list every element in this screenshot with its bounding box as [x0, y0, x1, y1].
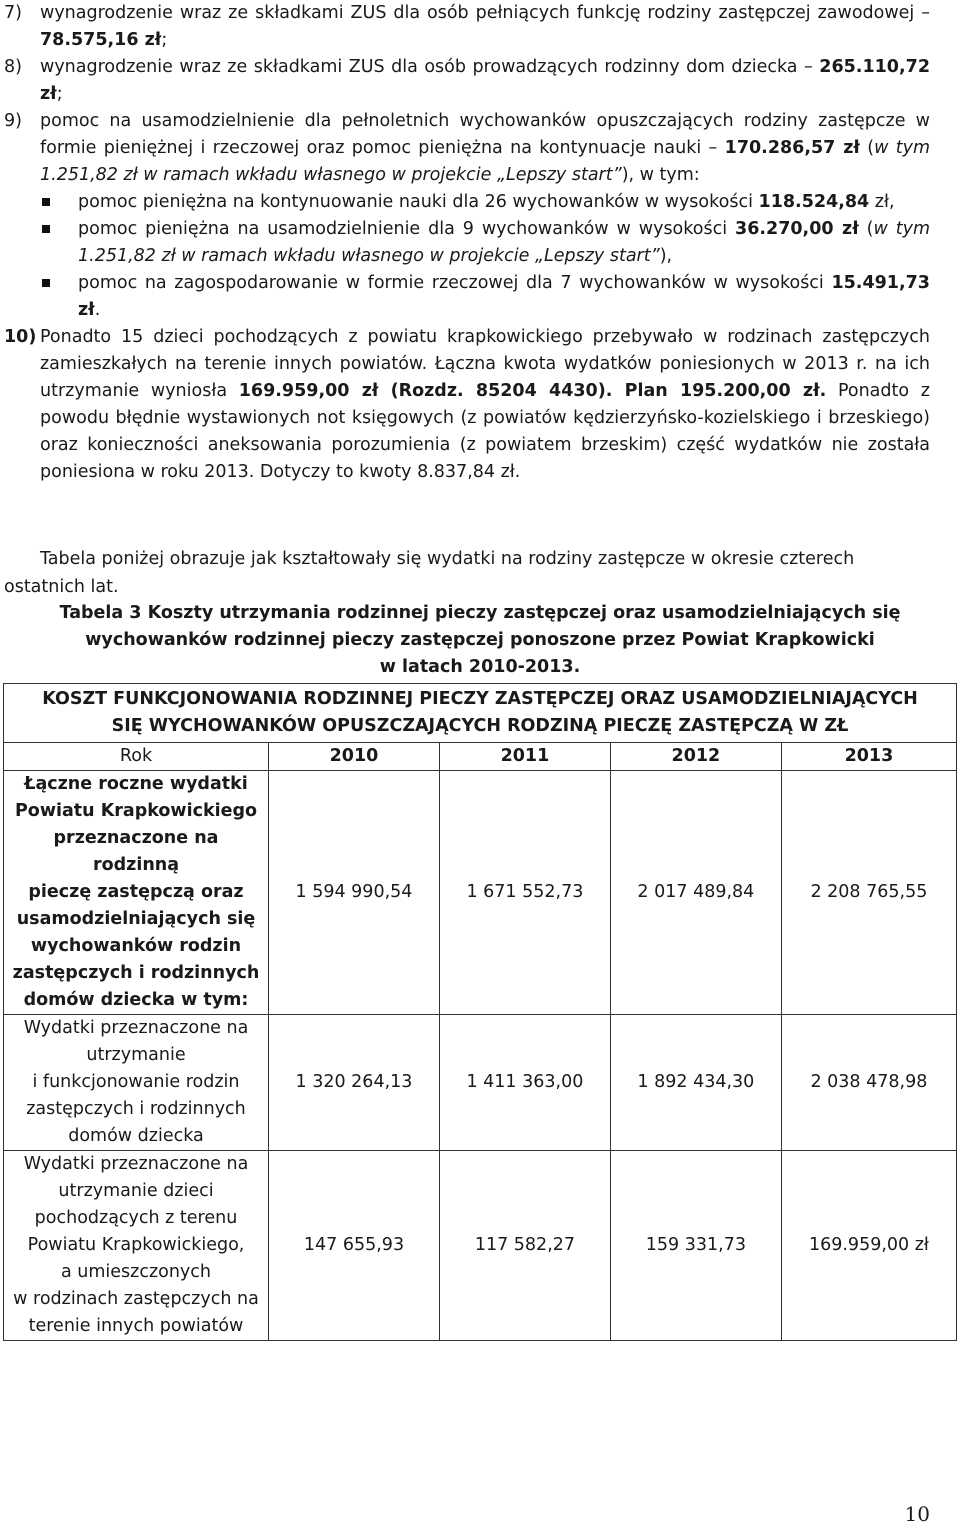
square-bullet-icon	[40, 216, 78, 270]
item-number: 7)	[4, 3, 22, 23]
year-cell: 2012	[610, 743, 781, 771]
year-row	[4, 743, 957, 771]
table-header: KOSZT FUNKCJONOWANIA RODZINNEJ PIECZY ZASTĘPCZEJ ORAZ USAMODZIELNIAJĄCYCH SIĘ WYCHOWANKÓW OPUSZCZAJĄCYCH RODZINĄ PIECZĘ ZASTĘPCZĄ W ZŁ	[4, 684, 957, 743]
table-caption: Tabela 3 Koszty utrzymania rodzinnej pieczy zastępczej oraz usamodzielniających się wychowanków rodzinnej pieczy zastępczej ponoszone przez Powiat Krapkowicki w latach 2010-2013.	[59, 603, 901, 677]
expense-list	[4, 0, 930, 486]
item-text: Ponadto 15 dzieci pochodzących z powiatu krapkowickiego przebywało w rodzinach zastępczych zamieszkałych na terenie innych powiatów. Łączna kwota wydatków poniesionych w 2013 r. na ich utrzymanie wyniosła 169.959,00 zł (Rozdz. 85204 4430). Plan 195.200,00 zł. Ponadto z powodu błędnie wystawionych not księgowych (z powiatów kędzierzyńsko-kozielskiego i brzeskiego) oraz konieczności aneksowania porozumienia (z powiatem brzeskim) część wydatków nie została poniesiona w roku 2013. Dotyczy to kwoty 8.837,84 zł.	[40, 327, 930, 482]
value-cell: 147 655,93	[269, 1151, 440, 1341]
item-text: wynagrodzenie wraz ze składkami ZUS dla osób pełniących funkcję rodziny zastępczej zawodowej – 78.575,16 zł;	[40, 3, 930, 50]
amount: 78.575,16 zł	[40, 30, 162, 50]
row-label: Wydatki przeznaczone na utrzymanie dzieci pochodzących z terenu Powiatu Krapkowickiego, a umieszczonych w rodzinach zastępczych na terenie innych powiatów	[4, 1151, 269, 1341]
square-bullet-icon	[40, 270, 78, 324]
value-cell: 1 594 990,54	[269, 771, 440, 1015]
value-cell: 1 411 363,00	[439, 1015, 610, 1151]
value-cell: 2 208 765,55	[781, 771, 956, 1015]
amount: 169.959,00 zł (Rozdz. 85204 4430). Plan 195.200,00 zł.	[238, 381, 827, 401]
value-cell: 2 038 478,98	[781, 1015, 956, 1151]
intro-paragraph: Tabela poniżej obrazuje jak kształtowały się wydatki na rodziny zastępcze w okresie czterech ostatnich lat.	[4, 549, 855, 597]
year-cell: 2013	[781, 743, 956, 771]
list-item-9	[4, 108, 930, 324]
bullet-list	[40, 189, 930, 324]
row-label: Łączne roczne wydatki Powiatu Krapkowickiego przeznaczone na rodzinną pieczę zastępczą oraz usamodzielniających się wychowanków rodzin zastępczych i rodzinnych domów dziecka w tym:	[4, 771, 269, 1015]
table-header-row	[4, 684, 957, 743]
item-text: pomoc na usamodzielnienie dla pełnoletnich wychowanków opuszczających rodziny zastępcze w formie pieniężnej i rzeczowej oraz pomoc pieniężna na kontynuacje nauki – 170.286,57 zł (w tym 1.251,82 zł w ramach wkładu własnego w projekcie „Lepszy start”), w tym:	[40, 111, 930, 185]
item-text: wynagrodzenie wraz ze składkami ZUS dla osób prowadzących rodzinny dom dziecka – 265.110,72 zł;	[40, 57, 930, 104]
value-cell: 117 582,27	[439, 1151, 610, 1341]
table-row	[4, 1151, 957, 1341]
item-number: 10)	[4, 327, 37, 347]
list-item-8	[4, 54, 930, 108]
item-body	[40, 108, 930, 324]
bullet-item: pomoc pieniężna na usamodzielnienie dla 9 wychowanków w wysokości 36.270,00 zł (w tym 1.251,82 zł w ramach wkładu własnego w projekcie „Lepszy start”),	[40, 216, 930, 270]
amount: 265.110,72 zł	[40, 57, 930, 104]
bullet-item: pomoc pieniężna na kontynuowanie nauki dla 26 wychowanków w wysokości 118.524,84 zł,	[40, 189, 930, 216]
page-number: 10	[904, 1502, 930, 1526]
item-number: 8)	[4, 57, 22, 77]
square-bullet-icon	[40, 189, 78, 216]
value-cell: 1 671 552,73	[439, 771, 610, 1015]
row-label: Wydatki przeznaczone na utrzymanie i funkcjonowanie rodzin zastępczych i rodzinnych domów dziecka	[4, 1015, 269, 1151]
value-cell: 169.959,00 zł	[781, 1151, 956, 1341]
year-cell: 2010	[269, 743, 440, 771]
table-row	[4, 771, 957, 1015]
year-cell: 2011	[439, 743, 610, 771]
value-cell: 2 017 489,84	[610, 771, 781, 1015]
costs-table	[3, 683, 957, 1341]
year-label: Rok	[4, 743, 269, 771]
list-item-10	[4, 324, 930, 486]
list-item-7	[4, 0, 930, 54]
bullet-item: pomoc na zagospodarowanie w formie rzeczowej dla 7 wychowanków w wysokości 15.491,73 zł.	[40, 270, 930, 324]
item-number: 9)	[4, 111, 22, 131]
table-row	[4, 1015, 957, 1151]
value-cell: 1 892 434,30	[610, 1015, 781, 1151]
amount-note: w tym 1.251,82 zł w ramach wkładu własnego w projekcie „Lepszy start”	[40, 138, 930, 185]
value-cell: 1 320 264,13	[269, 1015, 440, 1151]
value-cell: 159 331,73	[610, 1151, 781, 1341]
amount: 170.286,57 zł	[724, 138, 860, 158]
